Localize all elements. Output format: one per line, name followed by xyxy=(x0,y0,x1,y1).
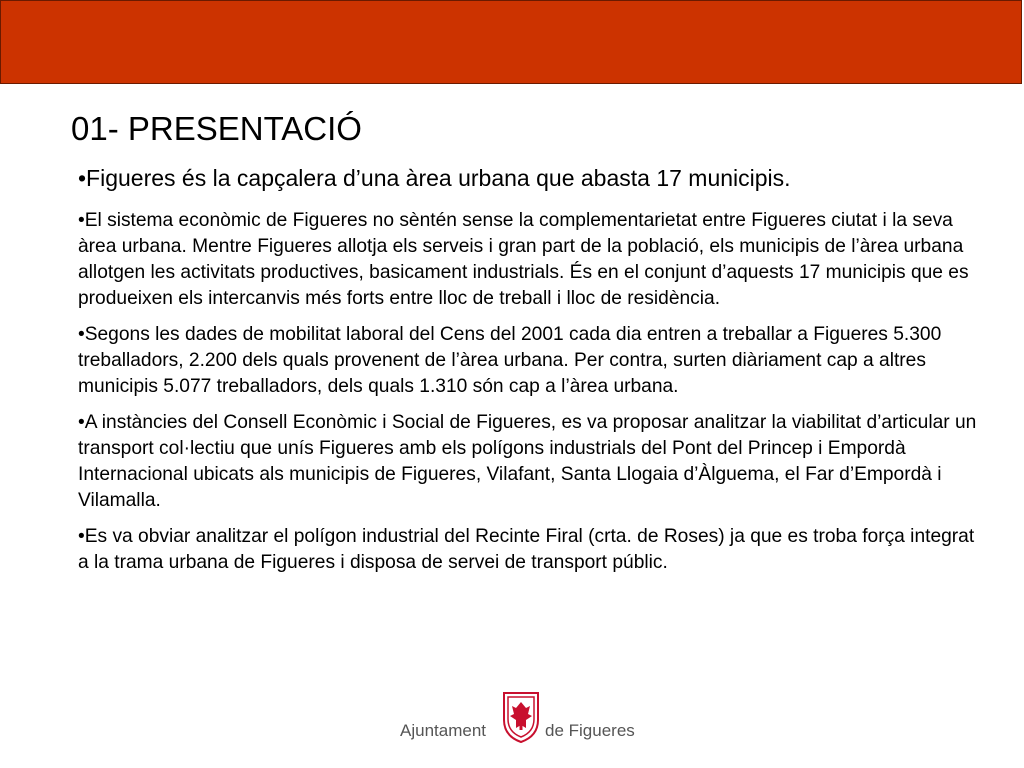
header-band xyxy=(0,0,1022,84)
bullet-list xyxy=(78,208,978,586)
figueres-coat-of-arms-icon xyxy=(502,690,540,744)
logo-text-ajuntament: Ajuntament xyxy=(400,721,486,740)
logo-text-de-figueres: de Figueres xyxy=(545,721,635,740)
slide-title: 01- PRESENTACIÓ xyxy=(71,110,362,147)
bullet-item: •El sistema econòmic de Figueres no sèntén sense la complementarietat entre Figueres ciutat i la seva àrea urbana. Mentre Figueres allotja els serveis i gran part de la població, els municipis de l’àrea urbana allotgen les activitats productives, basicament industrials. És en el conjunt d’aquests 17 municipis que es produeixen els intercanvis més forts entre lloc de treball i lloc de residència. xyxy=(78,210,969,309)
bullet-item: •Es va obviar analitzar el polígon industrial del Recinte Firal (crta. de Roses) ja que es troba força integrat a la trama urbana de Figueres i disposa de servei de transport públic. xyxy=(78,526,975,573)
ajuntament-logo xyxy=(398,690,638,750)
lead-bullet: •Figueres és la capçalera d’una àrea urbana que abasta 17 municipis. xyxy=(78,165,791,191)
bullet-item: •A instàncies del Consell Econòmic i Social de Figueres, es va proposar analitzar la viabilitat d’articular un transport col·lectiu que unís Figueres amb els polígons industrials del Pont del Princep i Empordà Internacional ubicats als municipis de Figueres, Vilafant, Santa Llogaia d’Àlguema, el Far d’Empordà i Vilamalla. xyxy=(78,412,977,511)
bullet-item: •Segons les dades de mobilitat laboral del Cens del 2001 cada dia entren a treballar a Figueres 5.300 treballadors, 2.200 dels quals provenent de l’àrea urbana. Per contra, surten diàriament cap a altres municipis 5.077 treballadors, dels quals 1.310 són cap a l’àrea urbana. xyxy=(78,324,942,397)
